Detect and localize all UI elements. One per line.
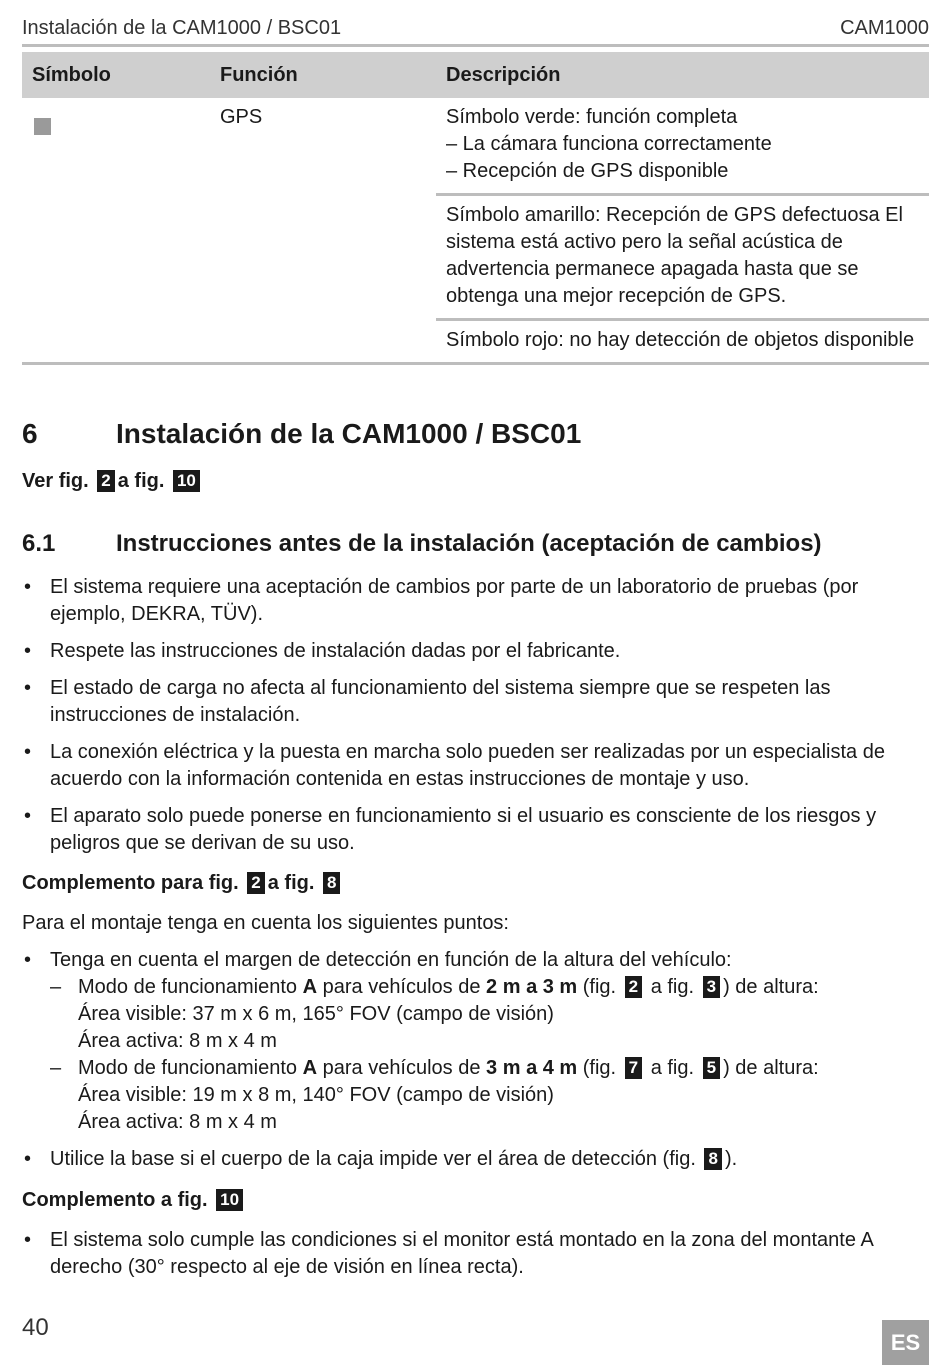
table-header-row	[22, 52, 929, 98]
detection-range-text: Tenga en cuenta el margen de detección en función de la altura del vehículo:	[50, 949, 732, 971]
table-row	[22, 98, 929, 362]
desc-green	[436, 98, 929, 196]
list-item: • El aparato solo puede ponerse en funcionamiento si el usuario es consciente de los riesgos y peligros que se derivan de su uso.	[22, 803, 929, 857]
complement-heading	[22, 872, 343, 895]
section-6-heading	[22, 418, 581, 450]
installation-instructions	[22, 574, 929, 867]
section-title: Instrucciones antes de la instalación (aceptación de cambios)	[116, 530, 822, 557]
section-title: Instalación de la CAM1000 / BSC01	[116, 418, 582, 449]
desc-red	[436, 321, 929, 362]
desc-yellow	[436, 196, 929, 321]
running-header-model: CAM1000	[840, 17, 929, 39]
gps-status-icon	[34, 118, 51, 135]
list-item: • El sistema requiere una aceptación de cambios por parte de un laboratorio de pruebas (por ejemplo, DEKRA, TÜV).	[22, 574, 929, 628]
intro-text: Para el montaje tenga en cuenta los siguientes puntos:	[22, 912, 509, 934]
list-item: • El estado de carga no afecta al funcionamiento del sistema siempre que se respeten las instrucciones de instalación.	[22, 675, 929, 729]
figure-ref: 8	[704, 1148, 721, 1170]
list-item: • Utilice la base si el cuerpo de la caja impide ver el área de detección (fig. 8 ).	[22, 1146, 929, 1173]
visible-area: Área visible: 19 m x 8 m, 140° FOV (campo de visión)	[78, 1084, 554, 1106]
header-function: Función	[220, 63, 298, 86]
figure-ref: 10	[173, 470, 200, 492]
list-item: • El sistema solo cumple las condiciones si el monitor está montado en la zona del montante A derecho (30° respecto al eje de visión en línea recta).	[22, 1227, 929, 1281]
figure-ref: 3	[703, 976, 720, 998]
symbol-table	[22, 52, 929, 365]
figure-ref: 8	[323, 872, 340, 894]
running-header	[22, 10, 929, 47]
desc-yellow-text: Símbolo amarillo: Recepción de GPS defectuosa El sistema está activo pero la señal acústica de advertencia permanece apagada hasta que se obtenga una mejor recepción de GPS.	[446, 204, 903, 307]
see-fig-mid: a fig.	[117, 470, 165, 492]
list-item: • La conexión eléctrica y la puesta en marcha solo pueden ser realizadas por un especialista de acuerdo con la información contenida en estas instrucciones de montaje y uso.	[22, 739, 929, 793]
desc-green-line: – La cámara funciona correctamente	[446, 133, 772, 155]
active-area: Área activa: 8 m x 4 m	[78, 1030, 277, 1052]
symbol-cell	[22, 98, 210, 362]
list-item: • Respete las instrucciones de instalación dadas por el fabricante.	[22, 638, 929, 665]
complement-prefix: Complemento a fig.	[22, 1189, 208, 1211]
complement-heading-2	[22, 1189, 246, 1212]
monitor-mounting	[22, 1227, 929, 1291]
section-number: 6	[22, 418, 38, 449]
figure-ref: 10	[216, 1189, 243, 1211]
running-header-title: Instalación de la CAM1000 / BSC01	[22, 17, 342, 39]
mode-item: – Modo de funcionamiento A para vehículos de 2 m a 3 m (fig. 2 a fig. 3 ) de altura: Área visible: 37 m x 6 m, 165° FOV (campo de visión) Área activa: 8 m x 4 m	[50, 974, 929, 1055]
complement-mid: a fig.	[267, 872, 315, 894]
section-number: 6.1	[22, 530, 56, 557]
mode-item: – Modo de funcionamiento A para vehículos de 3 m a 4 m (fig. 7 a fig. 5 ) de altura: Área visible: 19 m x 8 m, 140° FOV (campo de visión) Área activa: 8 m x 4 m	[50, 1055, 929, 1136]
header-description: Descripción	[446, 63, 561, 86]
figure-ref: 2	[247, 872, 264, 894]
page-number: 40	[22, 1314, 49, 1341]
header-symbol: Símbolo	[32, 63, 111, 86]
see-figures	[22, 470, 203, 493]
language-badge: ES	[882, 1320, 929, 1365]
figure-ref: 7	[625, 1057, 642, 1079]
figure-ref: 2	[97, 470, 114, 492]
desc-green-line: Símbolo verde: función completa	[446, 106, 738, 128]
see-fig-prefix: Ver fig.	[22, 470, 89, 492]
description-cell	[436, 98, 929, 362]
desc-red-text: Símbolo rojo: no hay detección de objetos disponible	[446, 329, 915, 351]
complement-prefix: Complemento para fig.	[22, 872, 239, 894]
mounting-points	[22, 947, 929, 1183]
figure-ref: 2	[625, 976, 642, 998]
desc-green-line: – Recepción de GPS disponible	[446, 160, 729, 182]
visible-area: Área visible: 37 m x 6 m, 165° FOV (campo de visión)	[78, 1003, 554, 1025]
list-item	[22, 947, 929, 1136]
figure-ref: 5	[703, 1057, 720, 1079]
active-area: Área activa: 8 m x 4 m	[78, 1111, 277, 1133]
section-6-1-heading	[22, 530, 822, 558]
function-cell: GPS	[220, 106, 263, 128]
